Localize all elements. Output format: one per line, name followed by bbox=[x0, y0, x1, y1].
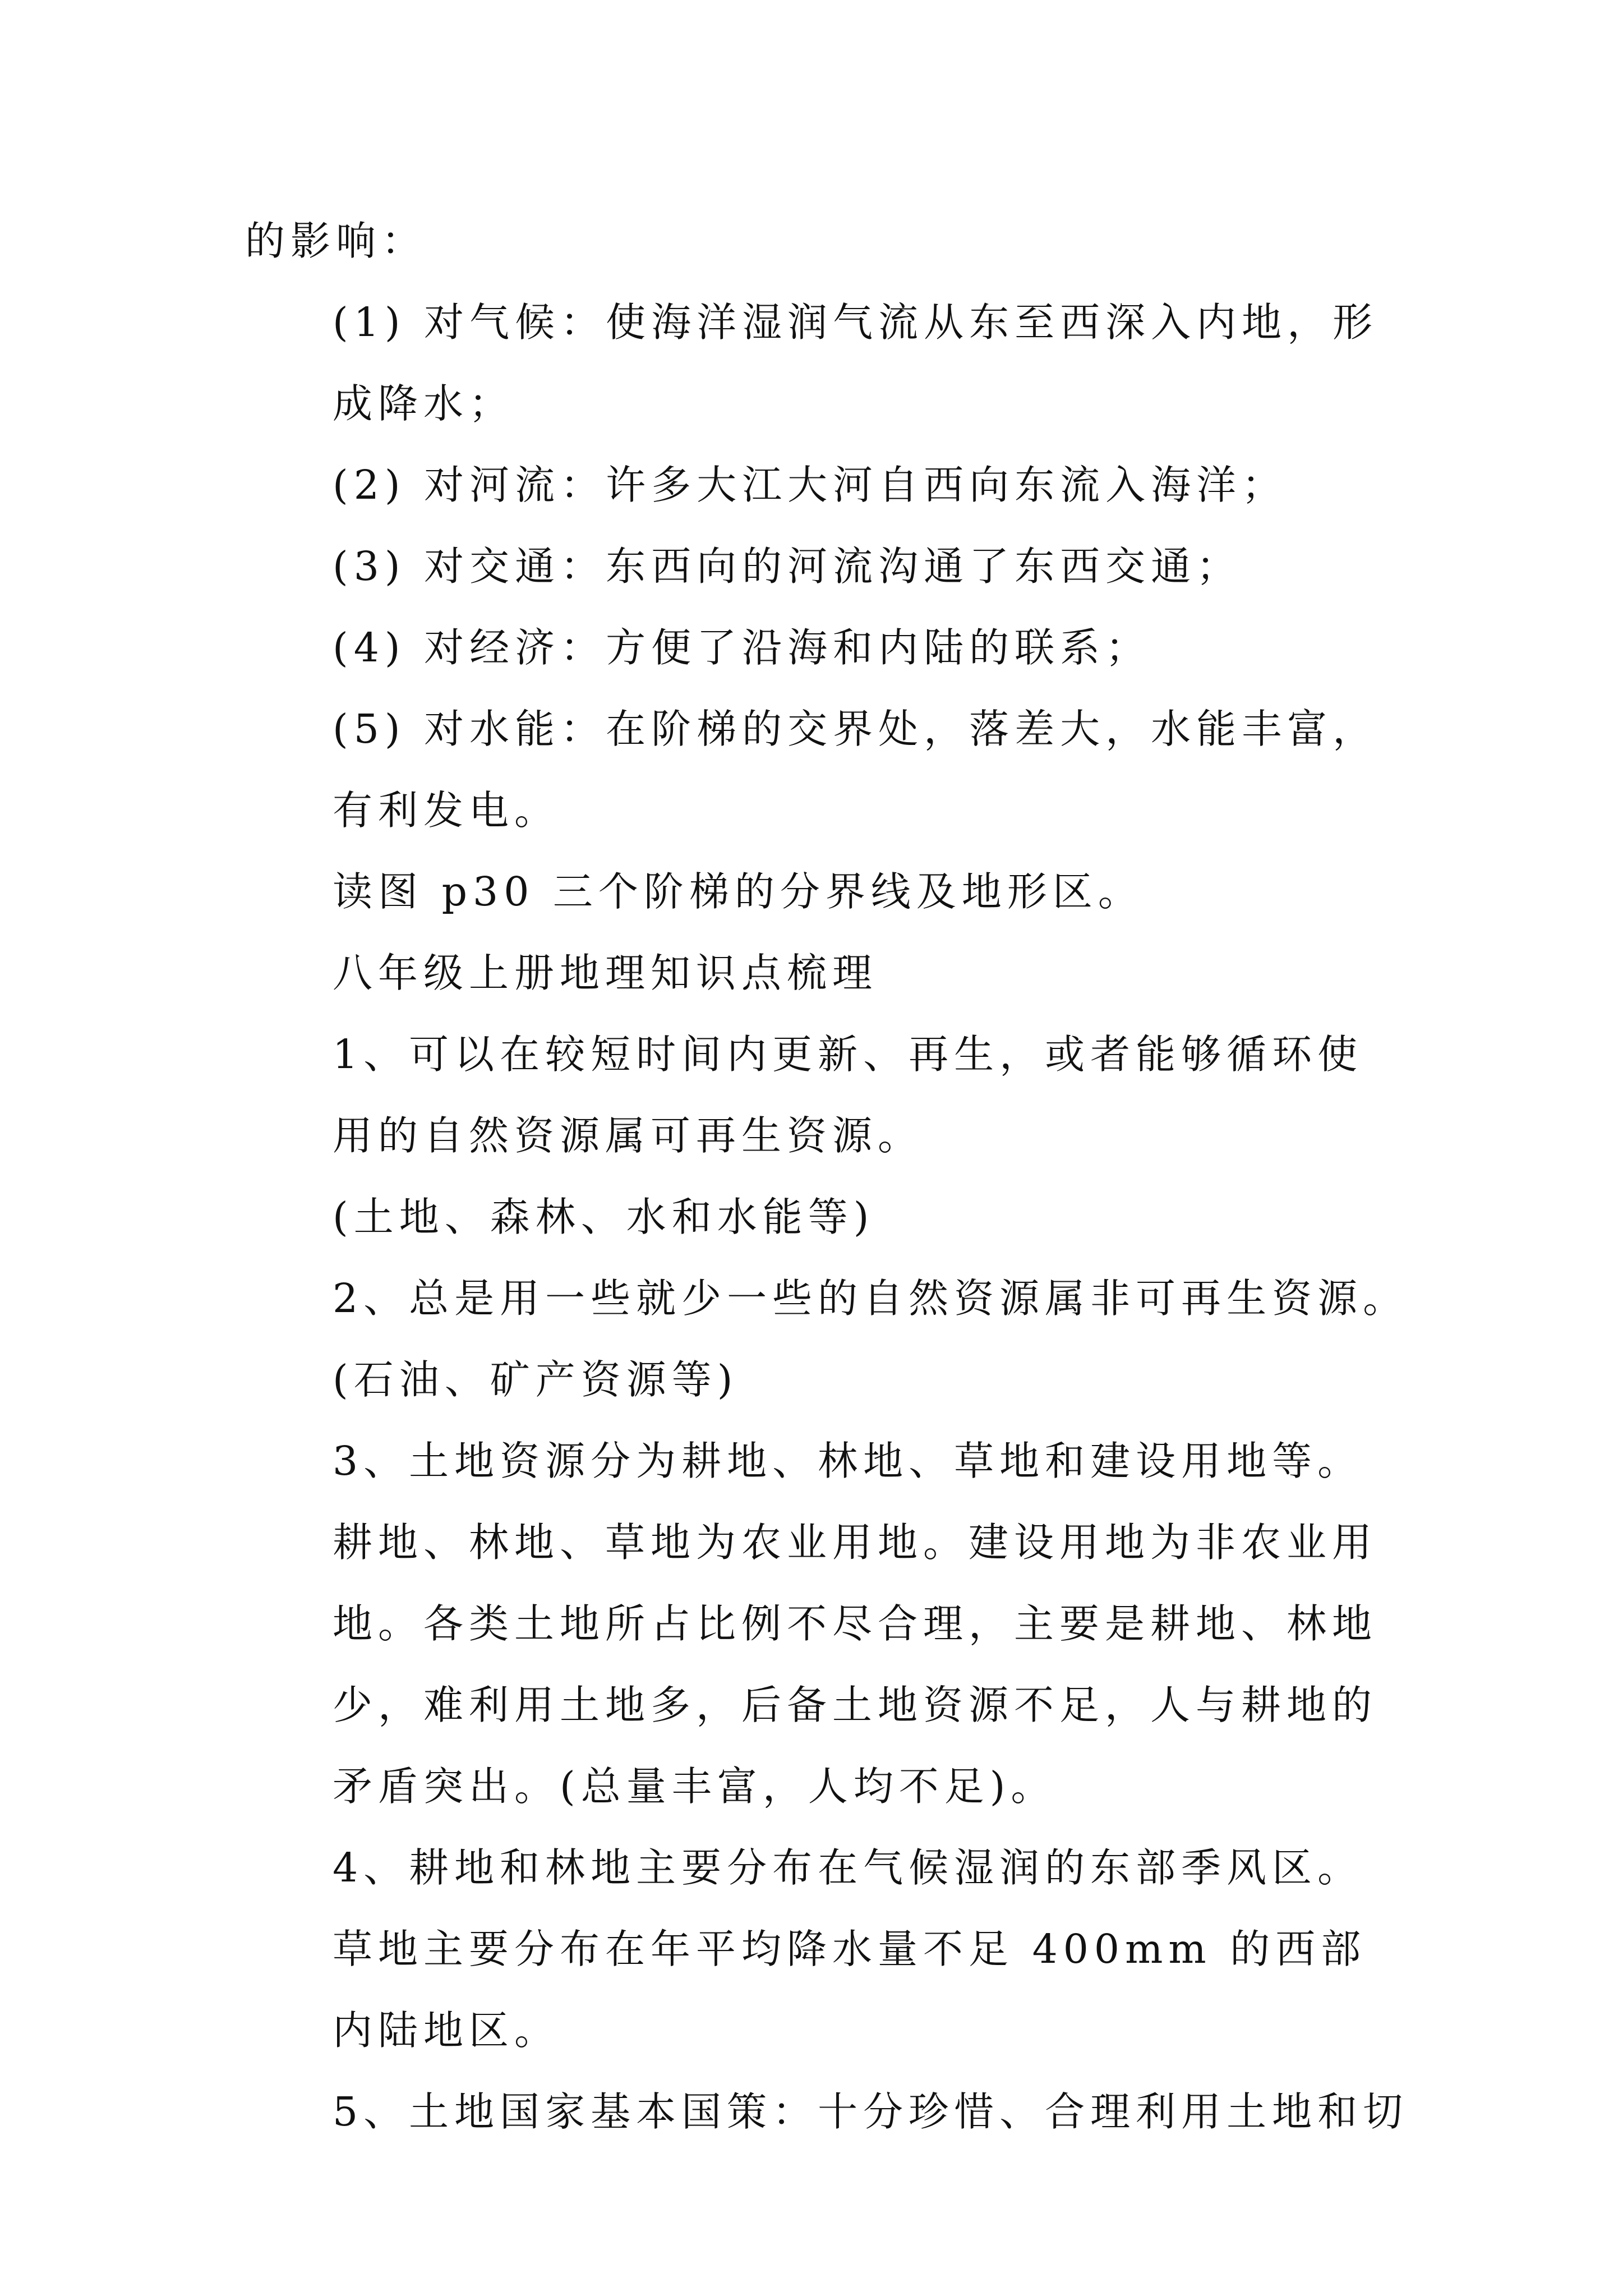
paragraph: (1) 对气候：使海洋湿润气流从东至西深入内地，形成降水； bbox=[333, 299, 1378, 427]
paragraph: 读图 p30 三个阶梯的分界线及地形区。 bbox=[333, 868, 1144, 915]
paragraph: 耕地、林地、草地为农业用地。建设用地为非农业用地。各类土地所占比例不尽合理，主要是耕地、林地少，难利用土地多，后备土地资源不足，人与耕地的矛盾突出。(总量丰富，人均不足)。 bbox=[333, 1519, 1378, 1810]
paragraph: 1、可以在较短时间内更新、再生，或者能够循环使用的自然资源属可再生资源。 bbox=[333, 1031, 1363, 1159]
paragraph: (4) 对经济：方便了沿海和内陆的联系； bbox=[333, 624, 1151, 671]
paragraph: 的影响： bbox=[245, 218, 427, 264]
paragraph: 5、土地国家基本国策：十分珍惜、合理利用土地和切 bbox=[333, 2088, 1409, 2135]
paragraph: 草地主要分布在年平均降水量不足 400mm 的西部内陆地区。 bbox=[333, 1926, 1367, 2054]
section-heading: 八年级上册地理知识点梳理 bbox=[333, 950, 878, 996]
paragraph: (土地、森林、水和水能等) bbox=[333, 1194, 875, 1240]
paragraph: 2、总是用一些就少一些的自然资源属非可再生资源。 bbox=[333, 1275, 1409, 1322]
paragraph: (5) 对水能：在阶梯的交界处，落差大，水能丰富，有利发电。 bbox=[333, 706, 1378, 834]
paragraph: 3、土地资源分为耕地、林地、草地和建设用地等。 bbox=[333, 1438, 1363, 1484]
paragraph: (石油、矿产资源等) bbox=[333, 1356, 739, 1403]
paragraph: 4、耕地和林地主要分布在气候湿润的东部季风区。 bbox=[333, 1844, 1363, 1891]
document-body bbox=[245, 200, 1409, 2152]
paragraph: (3) 对交通：东西向的河流沟通了东西交通； bbox=[333, 543, 1242, 590]
paragraph: (2) 对河流：许多大江大河自西向东流入海洋； bbox=[333, 462, 1288, 508]
